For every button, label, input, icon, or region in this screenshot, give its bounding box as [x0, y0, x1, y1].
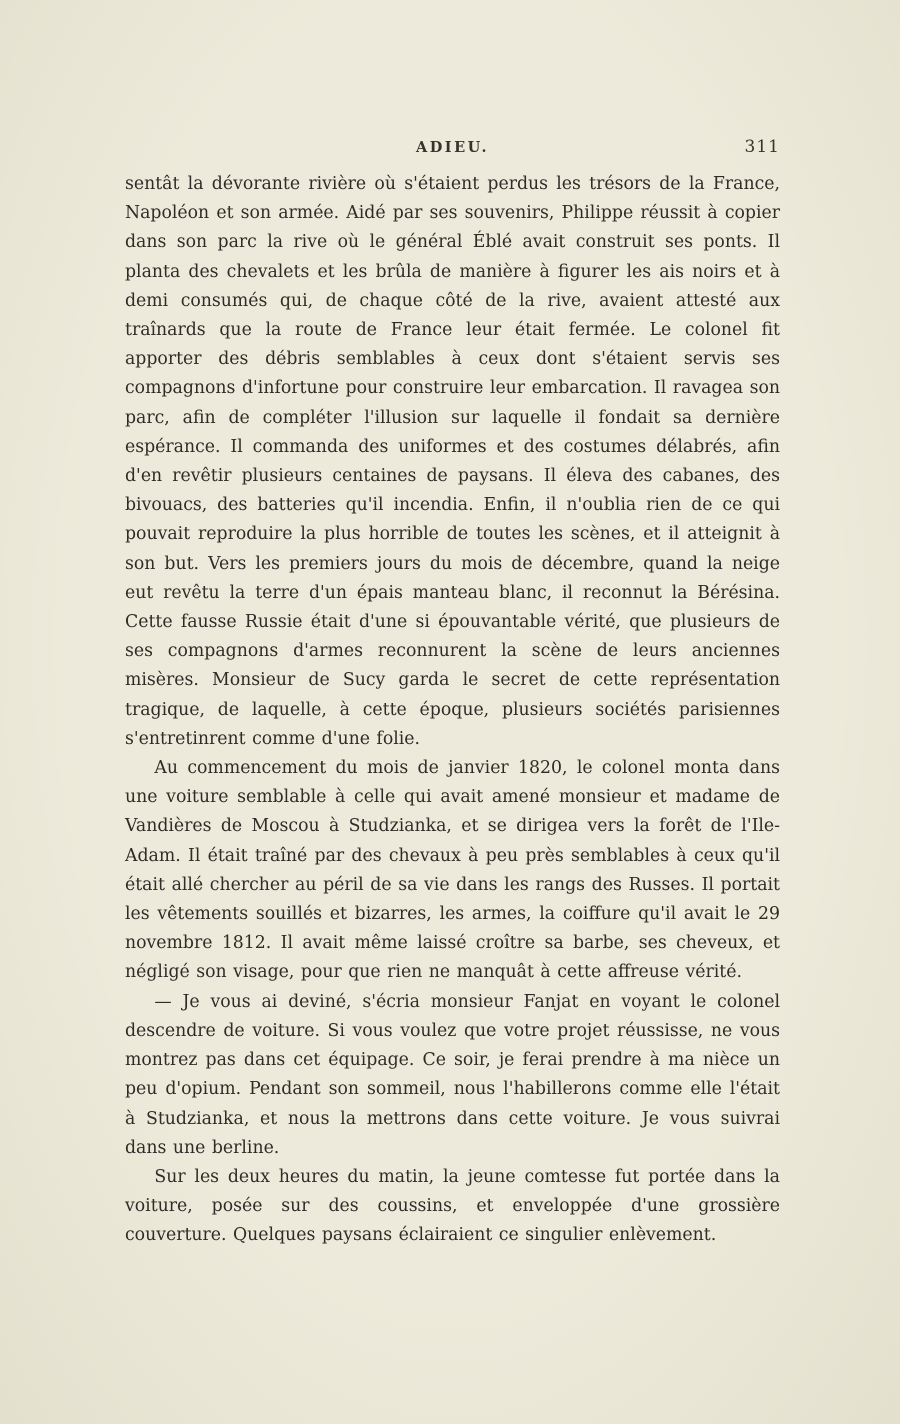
paragraph: sentât la dévorante rivière où s'étaient perdus les trésors de la France, Napoléon et son armée. Aidé par ses souvenirs, Philippe réussit à copier dans son parc la rive où le général Éblé avait construit ses ponts. Il planta des chevalets et les brûla de manière à figurer les ais noirs et à demi consumés qui, de chaque côté de la rive, avaient attesté aux traînards que la route de France leur était fermée. Le colonel fit apporter des débris semblables à ceux dont s'étaient servis ses compagnons d'infortune pour construire leur embarcation. Il ravagea son parc, afin de compléter l'illusion sur laquelle il fondait sa dernière espérance. Il commanda des uniformes et des costumes délabrés, afin d'en revêtir plusieurs centaines de paysans. Il éleva des cabanes, des bivouacs, des batteries qu'il incendia. Enfin, il n'oublia rien de ce qui pouvait reproduire la plus horrible de toutes les scènes, et il atteignit à son but. Vers les premiers jours du mois de décembre, quand la neige eut revêtu la terre d'un épais manteau blanc, il reconnut la Bérésina. Cette fausse Russie était d'une si épouvantable vérité, que plusieurs de ses compagnons d'armes reconnurent la scène de leurs anciennes misères. Monsieur de Sucy garda le secret de cette représentation tragique, de laquelle, à cette époque, plusieurs sociétés parisiennes s'entretinrent comme d'une folie. [125, 174, 780, 749]
paragraph: — Je vous ai deviné, s'écria monsieur Fanjat en voyant le colonel descendre de voiture. Si vous voulez que votre projet réussisse, ne vous montrez pas dans cet équipage. Ce soir, je ferai prendre à ma nièce un peu d'opium. Pendant son sommeil, nous l'habillerons comme elle l'était à Studzianka, et nous la mettrons dans cette voiture. Je vous suivrai dans une berline. [125, 991, 780, 1158]
running-title: ADIEU. [415, 139, 490, 156]
page-number: 311 [744, 137, 780, 157]
paragraph: Au commencement du mois de janvier 1820, le colonel monta dans une voiture semblable à celle qui avait amené monsieur et madame de Vandières de Moscou à Studzianka, et se dirigea vers la forêt de l'Ile-Adam. Il était traîné par des chevaux à peu près semblables à ceux qu'il était allé chercher au péril de sa vie dans les rangs des Russes. Il portait les vêtements souillés et bizarres, les armes, la coiffure qu'il avait le 29 novembre 1812. Il avait même laissé croître sa barbe, ses cheveux, et négligé son visage, pour que rien ne manquât à cette affreuse vérité. [125, 758, 780, 983]
text-block [125, 170, 780, 1251]
paragraph: Sur les deux heures du matin, la jeune comtesse fut portée dans la voiture, posée sur des coussins, et enveloppée d'une grossière couverture. Quelques paysans éclairaient ce singulier enlèvement. [125, 1166, 780, 1246]
page-header [125, 139, 780, 163]
